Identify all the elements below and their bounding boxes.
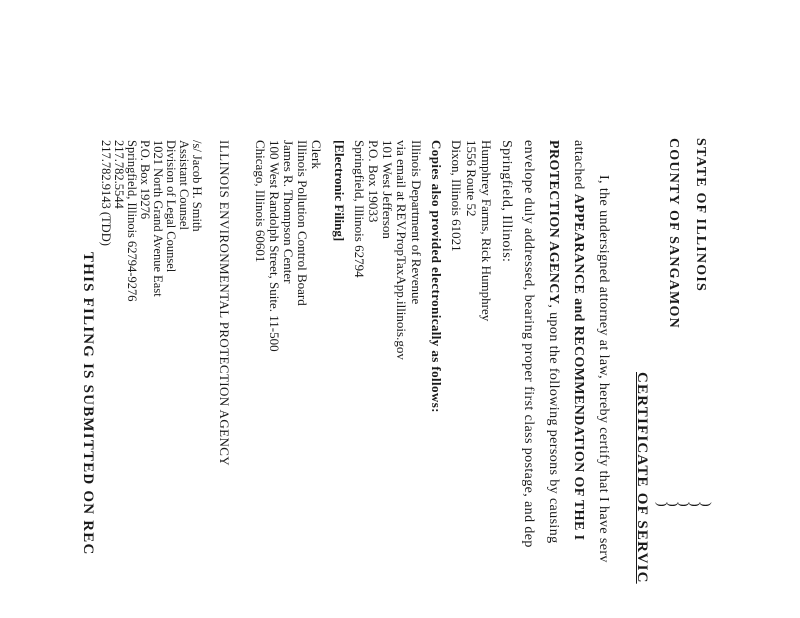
clerk-line-2: Illinois Pollution Control Board (295, 140, 310, 306)
clerk-line-5: Chicago, Illinois 60601 (253, 140, 268, 263)
signature-line-6: Springfield, Illinois 62794-9276 (125, 140, 139, 302)
signature-line-4: 1021 North Grand Avenue East (151, 140, 165, 297)
electronic-filing-label: [Electronic Filing] (332, 140, 347, 242)
filing-notice: THIS FILING IS SUBMITTED ON REC (80, 252, 96, 556)
clerk-line-3: James R. Thompson Center (281, 140, 296, 284)
revenue-line-5: Springfield, Illinois 62794 (352, 140, 367, 278)
signature-line-1: /s/ Jacob H. Smith (190, 140, 204, 232)
signature-line-2: Assistant Counsel (177, 140, 191, 230)
body-line-5: Springfield, Illinois: (499, 140, 514, 263)
paren-4: ) (665, 502, 680, 507)
clerk-line-4: 100 West Randolph Street, Suite. 11-500 (267, 140, 282, 352)
revenue-line-4: P.O. Box 19033 (366, 140, 381, 223)
body-line-2: attached APPEARANCE and RECOMMENDATION OF THE I (571, 140, 586, 541)
revenue-line-2: via email at REV.PropTaxApp.illinois.gov (394, 140, 409, 360)
paren-5: ) (654, 502, 669, 507)
county-label: COUNTY OF SANGAMON (666, 138, 681, 329)
recipient-line-1: Humphrey Farms, Rick Humphrey (479, 140, 494, 322)
paren-2: ) (687, 502, 702, 507)
state-label: STATE OF ILLINOIS (693, 138, 708, 292)
paren-1: ) (698, 502, 713, 507)
recipient-line-3: Dixon, Illinois 61021 (449, 140, 464, 252)
clerk-line-1: Clerk (309, 140, 324, 169)
revenue-line-1: Illinois Department of Revenue (409, 140, 424, 305)
signature-line-5: P.O. Box 19276 (138, 140, 152, 220)
revenue-line-3: 101 West Jefferson (380, 140, 395, 239)
signature-line-8: 217.782.9143 (TDD) (99, 140, 113, 246)
body-line-3: PROTECTION AGENCY, upon the following persons by causing (546, 140, 561, 544)
signature-line-3: Division of Legal Counsel (164, 140, 178, 273)
body-line-1: I, the undersigned attorney at law, hereby certify that I have serv (596, 175, 611, 563)
paren-3: ) (676, 502, 691, 507)
certificate-heading: CERTIFICATE OF SERVIC (634, 372, 650, 584)
agency-name: ILLINOIS ENVIRONMENTAL PROTECTION AGENCY (217, 140, 232, 467)
body-line-4: envelope duly addressed, bearing proper first class postage, and dep (521, 140, 536, 548)
signature-line-7: 217.782.5544 (112, 140, 126, 209)
recipient-line-2: 1556 Route 52 (464, 140, 479, 217)
copies-heading: Copies also provided electronically as follows: (429, 140, 444, 413)
